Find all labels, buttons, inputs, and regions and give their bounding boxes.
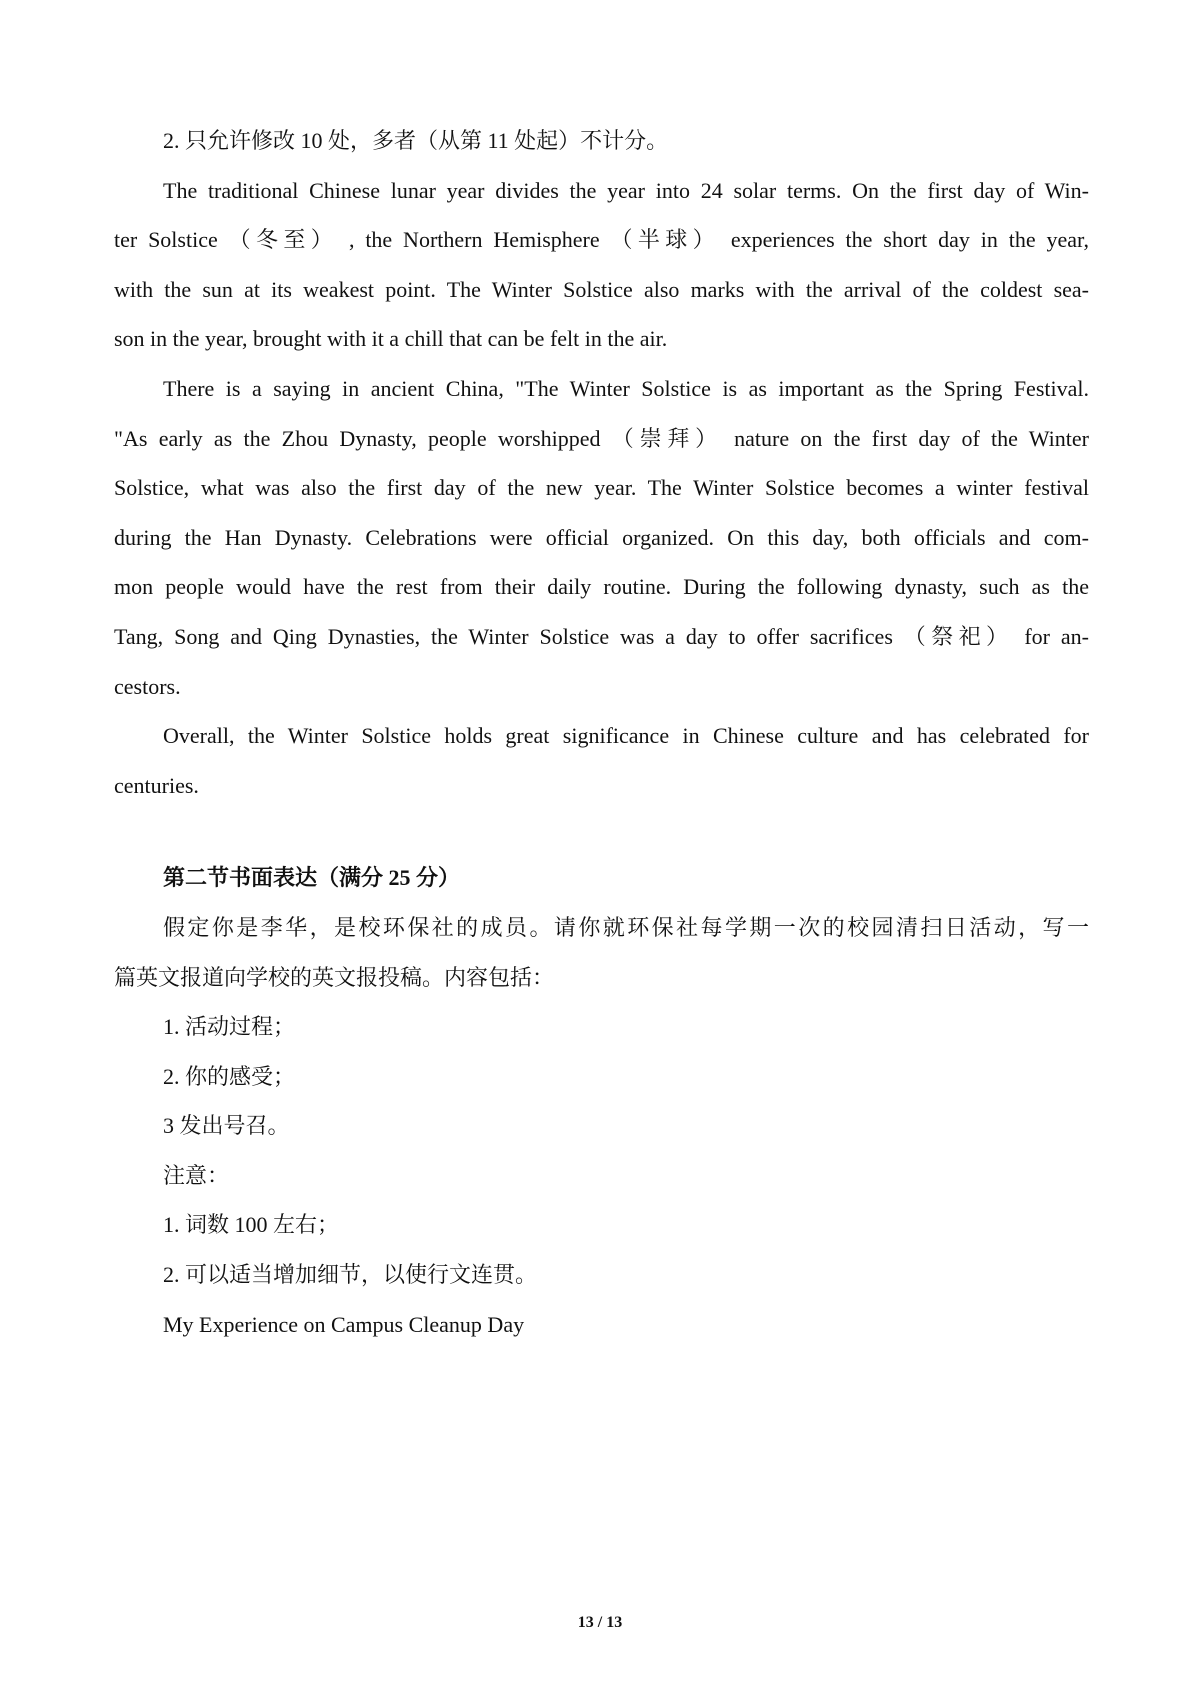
section-heading: 第二节书面表达（满分 25 分）	[163, 865, 461, 891]
passage-line: mon people would have the rest from their daily routine. During the following dynasty, such as the	[114, 574, 1089, 600]
passage-line: with the sun at its weakest point. The Winter Solstice also marks with the arrival of the coldest sea-	[114, 276, 1089, 302]
prompt-line: 篇英文报道向学校的英文报投稿。内容包括：	[114, 964, 555, 990]
passage-line: There is a saying in ancient China, "The Winter Solstice is as important as the Spring Festival.	[163, 375, 1089, 401]
page-number: 13 / 13	[577, 1614, 623, 1631]
section-spacer	[114, 810, 1089, 853]
passage-paragraph-2	[114, 364, 1089, 711]
requirement-item: 2. 你的感受；	[163, 1063, 296, 1089]
note-label: 注意：	[163, 1162, 230, 1188]
passage-paragraph-3	[114, 711, 1089, 810]
requirement-item: 3 发出号召。	[163, 1113, 290, 1139]
passage-line: centuries.	[114, 772, 199, 798]
correction-rule-2: 2. 只允许修改 10 处，多者（从第 11 处起）不计分。	[163, 128, 669, 153]
writing-prompt	[114, 903, 1089, 1002]
passage-line: during the Han Dynasty. Celebrations were official organized. On this day, both officials and com-	[114, 524, 1089, 550]
passage-line: cestors.	[114, 673, 181, 699]
content-requirements	[114, 1002, 1089, 1151]
prompt-line: 假定你是李华，是校环保社的成员。请你就环保社每学期一次的校园清扫日活动，写一	[163, 914, 1089, 940]
passage-line: Solstice, what was also the first day of the new year. The Winter Solstice becomes a winter festival	[114, 475, 1089, 501]
note-item: 1. 词数 100 左右；	[163, 1212, 340, 1238]
passage-paragraph-1	[114, 166, 1089, 364]
passage-line: "As early as the Zhou Dynasty, people worshipped （崇拜） nature on the first day of the Winter	[114, 425, 1089, 451]
notes-list	[114, 1200, 1089, 1299]
passage-line: Tang, Song and Qing Dynasties, the Winter Solstice was a day to offer sacrifices （祭祀） for an-	[114, 623, 1089, 649]
passage-line: The traditional Chinese lunar year divides the year into 24 solar terms. On the first day of Win-	[163, 177, 1089, 203]
note-item: 2. 可以适当增加细节，以使行文连贯。	[163, 1262, 538, 1288]
passage-line: ter Solstice （冬至） , the Northern Hemisphere （半球） experiences the short day in the year,	[114, 227, 1089, 253]
passage-line: son in the year, brought with it a chill that can be felt in the air.	[114, 326, 668, 352]
passage-line: Overall, the Winter Solstice holds great significance in Chinese culture and has celebrated for	[163, 723, 1089, 749]
page-content	[114, 116, 1089, 1349]
essay-title: My Experience on Campus Cleanup Day	[163, 1311, 525, 1337]
requirement-item: 1. 活动过程；	[163, 1014, 296, 1040]
